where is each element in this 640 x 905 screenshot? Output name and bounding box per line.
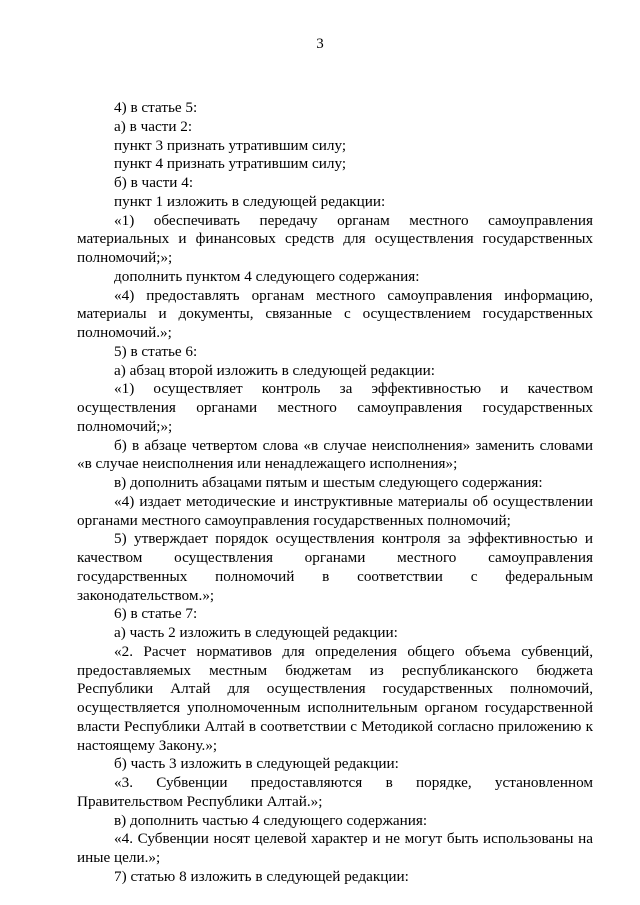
paragraph: «4. Субвенции носят целевой характер и не могут быть использованы на иные цели.»; xyxy=(77,830,593,866)
paragraph: б) часть 3 изложить в следующей редакции: xyxy=(114,755,399,773)
paragraph: б) в абзаце четвертом слова «в случае неисполнения» заменить словами «в случае неисполнения или ненадлежащего исполнения»; xyxy=(77,436,593,473)
paragraph: «4) предоставлять органам местного самоуправления информацию, материалы и документы, связанные с осуществлением государственных полномочий.»; xyxy=(77,286,593,341)
paragraph: 4) в статье 5: xyxy=(114,99,198,116)
paragraph: «4) издает методические и инструктивные материалы об осуществлении органами местного самоуправления государственных полномочий; xyxy=(77,492,593,529)
paragraph: а) абзац второй изложить в следующей редакции: xyxy=(114,361,436,379)
paragraph: «1) осуществляет контроль за эффективностью и качеством осуществления органами местного самоуправления государственных полномочий;»; xyxy=(77,380,593,435)
paragraph: пункт 1 изложить в следующей редакции: xyxy=(114,192,386,210)
paragraph: дополнить пунктом 4 следующего содержания: xyxy=(114,267,420,285)
paragraph: «2. Расчет нормативов для определения общего объема субвенций, предоставляемых местным бюджетам из республиканского бюджета Республики Алтай для осуществления государственных полномочий, осуществляется уполномоченным исполнительным органом государственной власти Республики Алтай в соответствии с Методикой согласно приложению к настоящему Закону.»; xyxy=(77,642,593,754)
paragraph: в) дополнить частью 4 следующего содержания: xyxy=(114,811,428,829)
paragraph: пункт 3 признать утратившим силу; xyxy=(114,136,347,154)
paragraph: а) в части 2: xyxy=(114,117,193,135)
paragraph: «1) обеспечивать передачу органам местного самоуправления материальных и финансовых средств для осуществления государственных полномочий;»; xyxy=(77,211,593,266)
paragraph: а) часть 2 изложить в следующей редакции: xyxy=(114,624,398,641)
document-body xyxy=(77,99,593,887)
paragraph: 7) статью 8 изложить в следующей редакции: xyxy=(114,867,409,885)
paragraph: 6) в статье 7: xyxy=(114,605,198,623)
paragraph: 5) в статье 6: xyxy=(114,342,198,360)
paragraph: 5) утверждает порядок осуществления контроля за эффективностью и качеством осуществления органами местного самоуправления государственных полномочий в соответствии с федеральным законодательством.»; xyxy=(77,530,593,604)
paragraph: «3. Субвенции предоставляются в порядке, установленном Правительством Республики Алтай.»; xyxy=(77,774,593,810)
paragraph: в) дополнить абзацами пятым и шестым следующего содержания: xyxy=(114,474,543,491)
paragraph: б) в части 4: xyxy=(114,174,194,191)
paragraph: пункт 4 признать утратившим силу; xyxy=(114,155,347,173)
page-number: 3 xyxy=(316,36,324,52)
